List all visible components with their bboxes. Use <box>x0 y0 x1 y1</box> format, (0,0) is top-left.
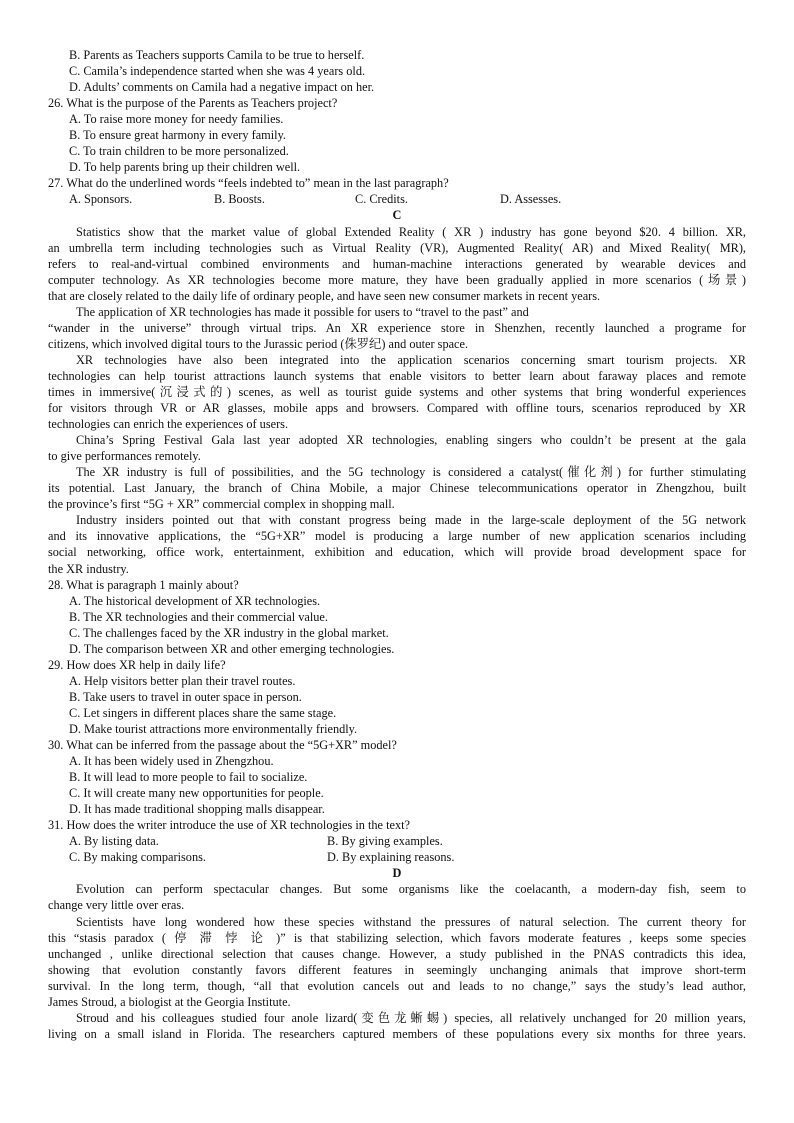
paragraph <box>48 1010 746 1042</box>
q31-option-d[interactable]: D. By explaining reasons. <box>327 850 455 865</box>
passage-line: the XR industry. <box>48 561 129 576</box>
question-27 <box>48 175 746 207</box>
question-stem: 30. What can be inferred from the passage about the “5G+XR” model? <box>48 738 397 753</box>
paragraph <box>48 512 746 576</box>
question-stem: 27. What do the underlined words “feels indebted to” mean in the last paragraph? <box>48 176 449 191</box>
q27-option-d[interactable]: D. Assesses. <box>500 192 562 207</box>
passage-line: to give performances remotely. <box>48 449 201 464</box>
q30-option-c[interactable]: C. It will create many new opportunities for people. <box>69 786 324 801</box>
q30-option-b[interactable]: B. It will lead to more people to fail to socialize. <box>69 770 308 785</box>
passage-line: for visitors through VR or AR glasses, mobile apps and browsers. Compared with offline tours, scenarios reproduced by XR <box>48 401 746 416</box>
question-stem: 31. How does the writer introduce the use of XR technologies in the text? <box>48 818 410 833</box>
passage-line: an umbrella term including technologies such as Virtual Reality (VR), Augmented Reality( AR) and Mixed Reality( MR), <box>48 240 746 255</box>
section-d-heading: D <box>392 866 402 881</box>
question-stem: 26. What is the purpose of the Parents as Teachers project? <box>48 96 338 111</box>
q30-option-a[interactable]: A. It has been widely used in Zhengzhou. <box>69 754 274 769</box>
q27-option-b[interactable]: B. Boosts. <box>214 192 265 207</box>
paragraph <box>48 881 746 913</box>
passage-line: Evolution can perform spectacular changes. But some organisms like the coelacanth, a modern-day fish, seem to <box>76 882 746 897</box>
question-28 <box>48 577 746 657</box>
q29-option-d[interactable]: D. Make tourist attractions more environmentally friendly. <box>69 721 358 736</box>
passage-line: showing that evolution constantly favors different features in seemingly unchanging animals that improve short-term <box>48 962 746 977</box>
passage-line: technologies can help tourist attractions launch systems that enable visitors to better learn about faraway places and remote <box>48 368 746 383</box>
paragraph <box>48 464 746 512</box>
q30-option-d[interactable]: D. It has made traditional shopping malls disappear. <box>69 802 325 817</box>
passage-line: and its innovative applications, the “5G+XR” model is producing a large number of new application scenarios including <box>48 529 746 544</box>
question-25-remaining-options <box>48 47 746 95</box>
paragraph <box>48 304 746 320</box>
q26-option-a[interactable]: A. To raise more money for needy families. <box>69 112 284 127</box>
section-d-passage <box>48 881 746 1041</box>
passage-line: Stroud and his colleagues studied four anole lizard(变色龙蜥蜴) species, all relatively unchanged for 20 million years, <box>76 1010 746 1025</box>
passage-line: unchanged , unlike directional selection that causes change. However, a study published in the PNAS contradicts this idea, <box>48 946 746 961</box>
q28-option-c[interactable]: C. The challenges faced by the XR industry in the global market. <box>69 625 389 640</box>
paragraph <box>48 914 746 1010</box>
passage-line: technologies can enrich the experiences of users. <box>48 417 289 432</box>
q28-option-b[interactable]: B. The XR technologies and their commercial value. <box>69 609 328 624</box>
passage-line: Industry insiders pointed out that with constant progress being made in the large-scale deployment of the 5G network <box>76 513 746 528</box>
q27-option-c[interactable]: C. Credits. <box>355 192 408 207</box>
q29-option-b[interactable]: B. Take users to travel in outer space in person. <box>69 689 302 704</box>
q26-option-b[interactable]: B. To ensure great harmony in every family. <box>69 128 287 143</box>
question-29 <box>48 657 746 737</box>
paragraph <box>48 320 746 352</box>
passage-line: social networking, office work, entertainment, exhibition and education, which will provide broad development space for <box>48 545 746 560</box>
question-26 <box>48 95 746 175</box>
exam-page <box>48 47 746 1042</box>
passage-line: computer technology. As XR technologies become more mature, they have been gradually applied in more scenarios (场景) <box>48 272 746 287</box>
paragraph <box>48 224 746 304</box>
passage-line: The application of XR technologies has made it possible for users to “travel to the past” and <box>76 304 529 319</box>
q28-option-a[interactable]: A. The historical development of XR technologies. <box>69 593 321 608</box>
question-stem: 28. What is paragraph 1 mainly about? <box>48 577 239 592</box>
q26-option-c[interactable]: C. To train children to be more personalized. <box>69 144 289 159</box>
passage-line: Scientists have long wondered how these species withstand the pressures of natural selection. The current theory for <box>76 914 746 929</box>
q28-option-d[interactable]: D. The comparison between XR and other emerging technologies. <box>69 641 395 656</box>
question-31 <box>48 817 746 865</box>
q25-option-d[interactable]: D. Adults’ comments on Camila had a negative impact on her. <box>69 80 375 95</box>
passage-line: that are closely related to the daily life of ordinary people, and have seen new consumer markets in recent years. <box>48 288 601 303</box>
q27-option-a[interactable]: A. Sponsors. <box>69 192 133 207</box>
q31-option-b[interactable]: B. By giving examples. <box>327 834 443 849</box>
q31-option-a[interactable]: A. By listing data. <box>69 834 159 849</box>
passage-line: China’s Spring Festival Gala last year adopted XR technologies, enabling singers who couldn’t be present at the gala <box>76 433 746 448</box>
passage-line: this “stasis paradox ( 停 滞 悖 论 )” is that stabilizing selection, which favors moderate features , keeps some species <box>48 930 746 945</box>
passage-line: Statistics show that the market value of global Extended Reality ( XR ) industry has gone beyond $20. 4 billion. XR, <box>76 224 746 239</box>
section-c-passage <box>48 224 746 577</box>
q31-option-c[interactable]: C. By making comparisons. <box>69 850 206 865</box>
paragraph <box>48 352 746 432</box>
q25-option-c[interactable]: C. Camila’s independence started when she was 4 years old. <box>69 64 366 79</box>
passage-line: refers to real-and-virtual combined environments and human-machine interactions generated by wearable devices and <box>48 256 746 271</box>
q29-option-a[interactable]: A. Help visitors better plan their travel routes. <box>69 673 296 688</box>
question-stem: 29. How does XR help in daily life? <box>48 657 226 672</box>
passage-line: times in immersive(沉浸式的) scenes, as well as tourist guide systems and other systems that bring wonderful experiences <box>48 384 746 399</box>
q29-option-c[interactable]: C. Let singers in different places share the same stage. <box>69 705 337 720</box>
passage-line: “wander in the universe” through virtual trips. An XR experience store in Shenzhen, recently launched a programe for <box>48 320 746 335</box>
section-c-heading: C <box>392 208 402 223</box>
passage-line: the province’s first “5G + XR” commercial complex in shopping mall. <box>48 497 395 512</box>
passage-line: The XR industry is full of possibilities, and the 5G technology is considered a catalyst(催化剂) for further stimulating <box>76 465 746 480</box>
passage-line: its potential. Last January, the branch of China Mobile, a major Chinese telecommunications operator in Zhengzhou, built <box>48 481 746 496</box>
passage-line: James Stroud, a biologist at the Georgia Institute. <box>48 994 291 1009</box>
paragraph <box>48 432 746 464</box>
q25-option-b[interactable]: B. Parents as Teachers supports Camila to be true to herself. <box>69 48 365 62</box>
q26-option-d[interactable]: D. To help parents bring up their children well. <box>69 160 301 175</box>
passage-line: XR technologies have also been integrated into the application scenarios concerning smart tourism projects. XR <box>76 352 746 367</box>
passage-line: change very little over eras. <box>48 898 185 913</box>
passage-line: survival. In the long term, though, “all that evolution cancels out and leads to no change,” says the study’s lead author, <box>48 978 746 993</box>
question-30 <box>48 737 746 817</box>
passage-line: citizens, which involved digital tours to the Jurassic period (侏罗纪) and outer space. <box>48 336 469 351</box>
passage-line: living on a small island in Florida. The researchers captured members of these populations every six months for three years. <box>48 1026 746 1041</box>
